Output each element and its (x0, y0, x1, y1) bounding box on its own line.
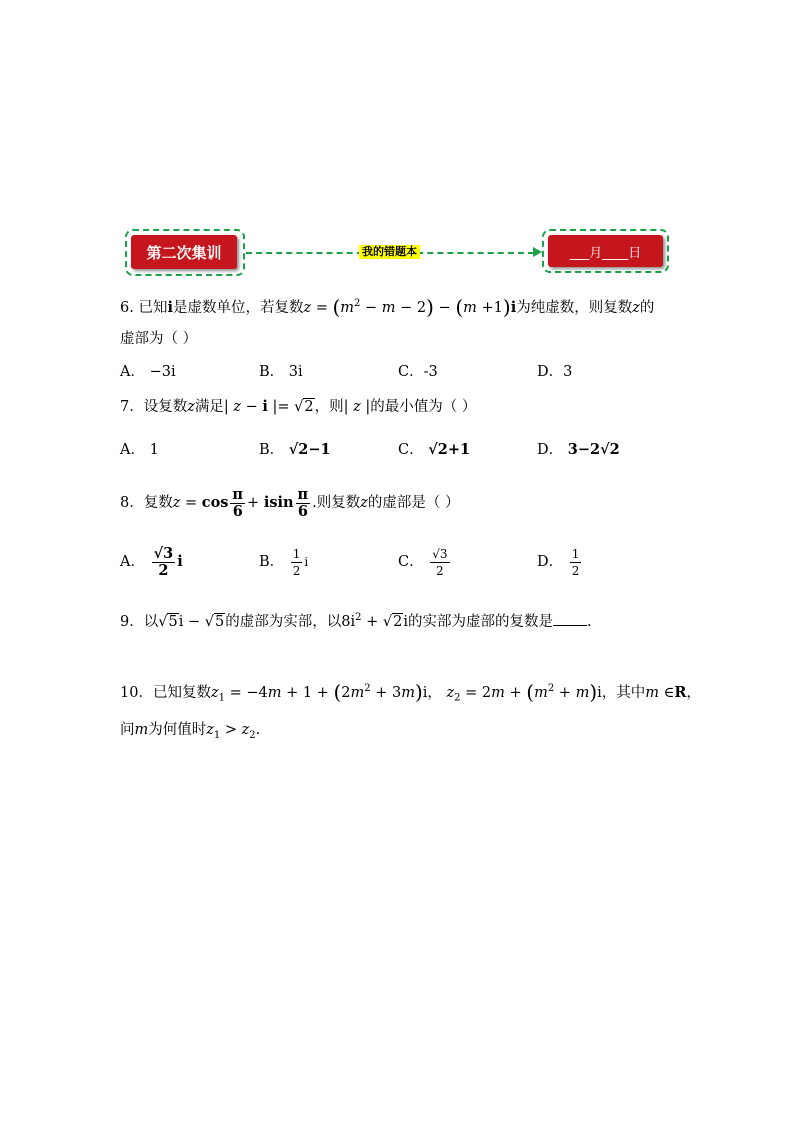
question-8: 8．复数z = cos $\frac{\pi}{6}$ + isin $\frac{\pi}{6}$ .则复数z的虚部是（ ） (120, 485, 460, 520)
q8-option-d: D． $\frac{1}{2}$ (537, 546, 580, 578)
question-9: 9．以√5i − √5的虚部为实部，以$8i^2 + √2i$的实部为虚部的复数是 . (120, 612, 592, 630)
question-7: 7．设复数z满足| z − i |= √2，则| z |的最小值为（ ） (120, 398, 477, 415)
q6-option-a: A． −3i (120, 364, 176, 380)
arrow-head-icon (533, 247, 542, 257)
question-10-line-2: 问m为何值时$z_1 > z_2$. (120, 722, 261, 741)
question-10-line-1: 10．已知复数$z_1 = -4m + 1 + (2m^2 + 3m)i$， $z_2 = 2m + (m^2 + m)i$，其中m ∈R， (120, 679, 701, 704)
q8-option-c: C． $\frac{√3}{2}$ (398, 546, 448, 578)
q7-option-a: A． 1 (120, 442, 159, 458)
session-badge: 第二次集训 (131, 235, 237, 269)
q8-option-b: B． $\frac{1}{2}$ i (259, 546, 309, 578)
question-6-line-1: 6. 已知i是虚数单位，若复数$z = (m^2 - m - 2) - (m +1)i$为纯虚数，则复数z的 (120, 294, 655, 319)
q6-option-b: B． 3i (259, 364, 303, 380)
mistake-book-label: 我的错题本 (359, 245, 420, 259)
q7-option-c: C． √2+1 (398, 441, 471, 458)
q8-option-a: A． $\frac{√3}{2}$ i (120, 544, 183, 579)
date-badge: ___月____日 (548, 235, 663, 267)
question-6-line-2: 虚部为（ ） (120, 331, 198, 347)
q6-option-d: D．3 (537, 364, 573, 380)
q7-option-b: B． √2−1 (259, 441, 331, 458)
q7-option-d: D． 3−2√2 (537, 441, 620, 458)
answer-blank[interactable] (553, 613, 587, 626)
q6-option-c: C．-3 (398, 364, 438, 380)
